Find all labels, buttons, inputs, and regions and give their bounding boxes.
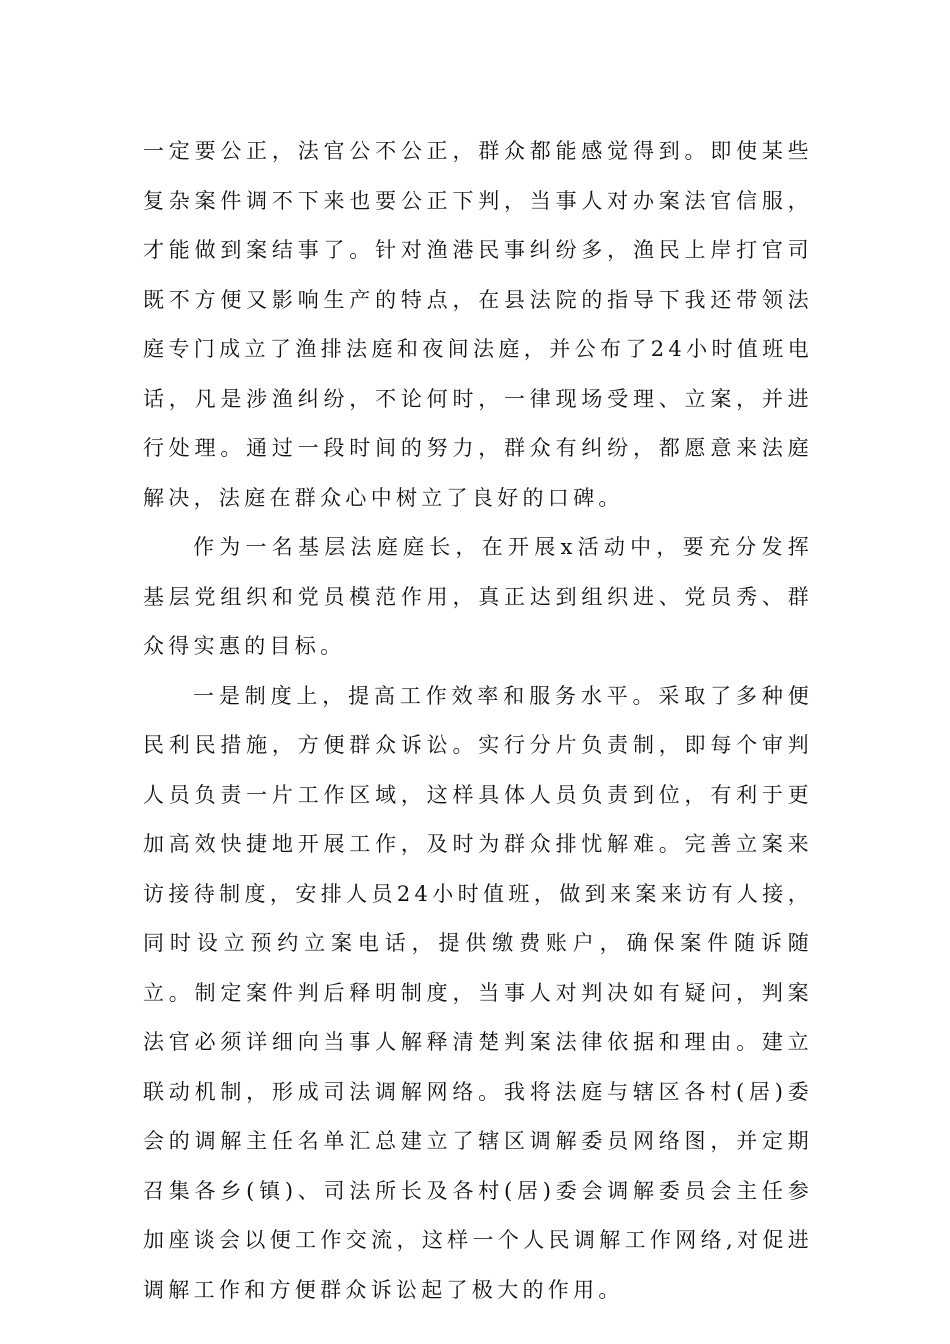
paragraph-continuation: 一定要公正，法官公不公正，群众都能感觉得到。即使某些复杂案件调不下来也要公正下判，当事人对办案法官信服，才能做到案结事了。针对渔港民事纠纷多，渔民上岸打官司既不方便又影响生产的特点，在县法院的指导下我还带领法庭专门成立了渔排法庭和夜间法庭，并公布了24小时值班电话，凡是涉渔纠纷，不论何时，一律现场受理、立案，并进行处理。通过一段时间的努力，群众有纠纷，都愿意来法庭解决，法庭在群众心中树立了良好的口碑。 — [143, 139, 813, 510]
document-body — [143, 127, 813, 1315]
paragraph-role-statement: 作为一名基层法庭庭长，在开展x活动中，要充分发挥基层党组织和党员模范作用，真正达到组织进、党员秀、群众得实惠的目标。 — [143, 535, 813, 658]
paragraph-system-measures: 一是制度上，提高工作效率和服务水平。采取了多种便民利民措施，方便群众诉讼。实行分片负责制，即每个审判人员负责一片工作区域，这样具体人员负责到位，有利于更加高效快捷地开展工作，及时为群众排忧解难。完善立案来访接待制度，安排人员24小时值班，做到来案来访有人接，同时设立预约立案电话，提供缴费账户，确保案件随诉随立。制定案件判后释明制度，当事人对判决如有疑问，判案法官必须详细向当事人解释清楚判案法律依据和理由。建立联动机制，形成司法调解网络。我将法庭与辖区各村(居)委会的调解主任名单汇总建立了辖区调解委员网络图，并定期召集各乡(镇)、司法所长及各村(居)委会调解委员会主任参加座谈会以便工作交流，这样一个人民调解工作网络,对促进调解工作和方便群众诉讼起了极大的作用。 — [143, 683, 813, 1302]
